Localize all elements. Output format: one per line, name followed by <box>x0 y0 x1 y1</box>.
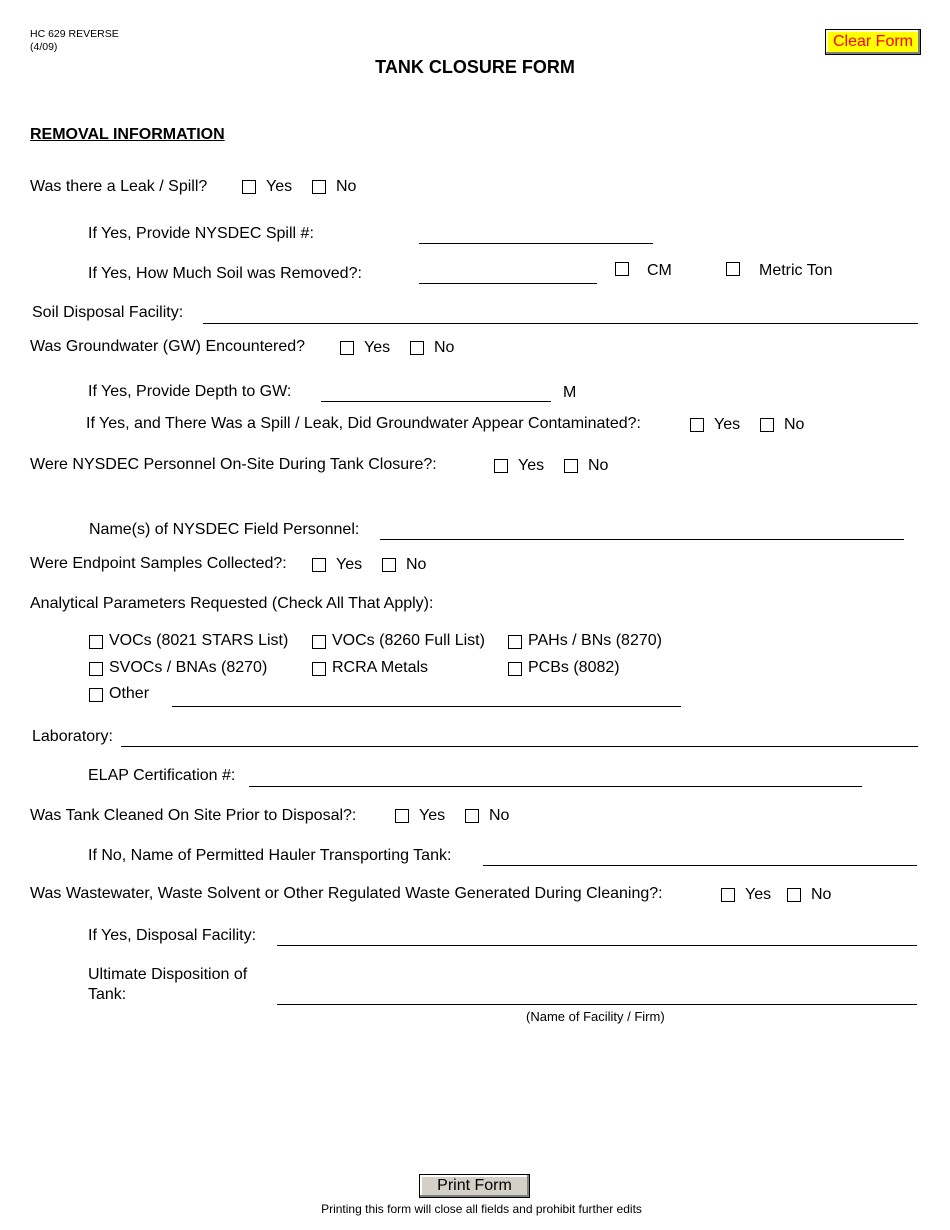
soil-ton-label: Metric Ton <box>759 262 833 279</box>
leak-no-label: No <box>336 178 357 195</box>
leak-no-checkbox[interactable] <box>312 180 326 194</box>
wastewater-no-checkbox[interactable] <box>787 888 801 902</box>
personnel-yes-label: Yes <box>518 457 545 474</box>
wastewater-yes-label: Yes <box>745 886 772 903</box>
print-form-button[interactable]: Print Form <box>419 1174 530 1198</box>
analytical-option-label: RCRA Metals <box>332 659 429 676</box>
analytical-option-checkbox[interactable] <box>312 662 326 676</box>
analytical-option-checkbox[interactable] <box>89 635 103 649</box>
endpoint-yes-label: Yes <box>336 556 363 573</box>
wastewater-question: Was Wastewater, Waste Solvent or Other Regulated Waste Generated During Cleaning?: <box>30 885 663 902</box>
ultimate-disposition-field[interactable] <box>277 1004 917 1005</box>
field-personnel-label: Name(s) of NYSDEC Field Personnel: <box>89 521 360 538</box>
wastewater-no-label: No <box>811 886 832 903</box>
soil-removed-field[interactable] <box>419 283 597 284</box>
endpoint-no-checkbox[interactable] <box>382 558 396 572</box>
soil-cm-checkbox[interactable] <box>615 262 629 276</box>
elap-field[interactable] <box>249 786 862 787</box>
soil-disposal-label: Soil Disposal Facility: <box>32 304 184 321</box>
tank-cleaned-yes-label: Yes <box>419 807 446 824</box>
wastewater-yes-checkbox[interactable] <box>721 888 735 902</box>
gw-depth-label: If Yes, Provide Depth to GW: <box>88 383 292 400</box>
disposal-facility-label: If Yes, Disposal Facility: <box>88 927 257 944</box>
tank-cleaned-question: Was Tank Cleaned On Site Prior to Disposal?: <box>30 807 357 824</box>
ultimate-disposition-label-line2: Tank: <box>88 986 127 1003</box>
laboratory-label: Laboratory: <box>32 728 113 745</box>
groundwater-no-checkbox[interactable] <box>410 341 424 355</box>
tank-cleaned-yes-checkbox[interactable] <box>395 809 409 823</box>
leak-question: Was there a Leak / Spill? <box>30 178 208 195</box>
gw-depth-field[interactable] <box>321 401 551 402</box>
analytical-other-label: Other <box>109 685 150 702</box>
endpoint-no-label: No <box>406 556 427 573</box>
form-id: HC 629 REVERSE <box>30 28 119 40</box>
leak-yes-checkbox[interactable] <box>242 180 256 194</box>
personnel-onsite-question: Were NYSDEC Personnel On-Site During Tank Closure?: <box>30 456 437 473</box>
gw-contaminated-no-label: No <box>784 416 805 433</box>
gw-contaminated-no-checkbox[interactable] <box>760 418 774 432</box>
groundwater-no-label: No <box>434 339 455 356</box>
analytical-option-label: VOCs (8021 STARS List) <box>109 632 289 649</box>
analytical-option-label: PCBs (8082) <box>528 659 620 676</box>
hauler-label: If No, Name of Permitted Hauler Transporting Tank: <box>88 847 452 864</box>
gw-contaminated-yes-label: Yes <box>714 416 741 433</box>
disposal-facility-field[interactable] <box>277 945 917 946</box>
gw-contaminated-question: If Yes, and There Was a Spill / Leak, Did Groundwater Appear Contaminated?: <box>86 415 641 432</box>
analytical-option-checkbox[interactable] <box>508 635 522 649</box>
elap-label: ELAP Certification #: <box>88 767 236 784</box>
analytical-label: Analytical Parameters Requested (Check All That Apply): <box>30 595 434 612</box>
spill-number-field[interactable] <box>419 243 653 244</box>
groundwater-question: Was Groundwater (GW) Encountered? <box>30 338 306 355</box>
spill-number-label: If Yes, Provide NYSDEC Spill #: <box>88 225 314 242</box>
analytical-option-label: VOCs (8260 Full List) <box>332 632 485 649</box>
analytical-option-label: SVOCs / BNAs (8270) <box>109 659 268 676</box>
personnel-no-label: No <box>588 457 609 474</box>
clear-form-button[interactable]: Clear Form <box>825 29 921 55</box>
ultimate-disposition-label-line1: Ultimate Disposition of <box>88 966 248 983</box>
leak-yes-label: Yes <box>266 178 293 195</box>
soil-ton-checkbox[interactable] <box>726 262 740 276</box>
hauler-field[interactable] <box>483 865 917 866</box>
laboratory-field[interactable] <box>121 746 918 747</box>
ultimate-disposition-caption: (Name of Facility / Firm) <box>526 1009 665 1024</box>
groundwater-yes-checkbox[interactable] <box>340 341 354 355</box>
page-title: TANK CLOSURE FORM <box>375 57 575 77</box>
analytical-other-checkbox[interactable] <box>89 688 103 702</box>
section-heading: REMOVAL INFORMATION <box>30 126 225 143</box>
gw-contaminated-yes-checkbox[interactable] <box>690 418 704 432</box>
soil-removed-label: If Yes, How Much Soil was Removed?: <box>88 265 362 282</box>
tank-cleaned-no-label: No <box>489 807 510 824</box>
personnel-no-checkbox[interactable] <box>564 459 578 473</box>
print-note: Printing this form will close all fields and prohibit further edits <box>321 1202 642 1216</box>
gw-depth-unit: M <box>563 384 577 401</box>
analytical-other-field[interactable] <box>172 706 681 707</box>
endpoint-yes-checkbox[interactable] <box>312 558 326 572</box>
form-date: (4/09) <box>30 41 58 53</box>
groundwater-yes-label: Yes <box>364 339 391 356</box>
soil-cm-label: CM <box>647 262 672 279</box>
field-personnel-field[interactable] <box>380 539 904 540</box>
analytical-option-checkbox[interactable] <box>89 662 103 676</box>
analytical-option-checkbox[interactable] <box>312 635 326 649</box>
endpoint-samples-question: Were Endpoint Samples Collected?: <box>30 555 287 572</box>
analytical-option-label: PAHs / BNs (8270) <box>528 632 662 649</box>
analytical-option-checkbox[interactable] <box>508 662 522 676</box>
tank-cleaned-no-checkbox[interactable] <box>465 809 479 823</box>
personnel-yes-checkbox[interactable] <box>494 459 508 473</box>
soil-disposal-field[interactable] <box>203 323 918 324</box>
